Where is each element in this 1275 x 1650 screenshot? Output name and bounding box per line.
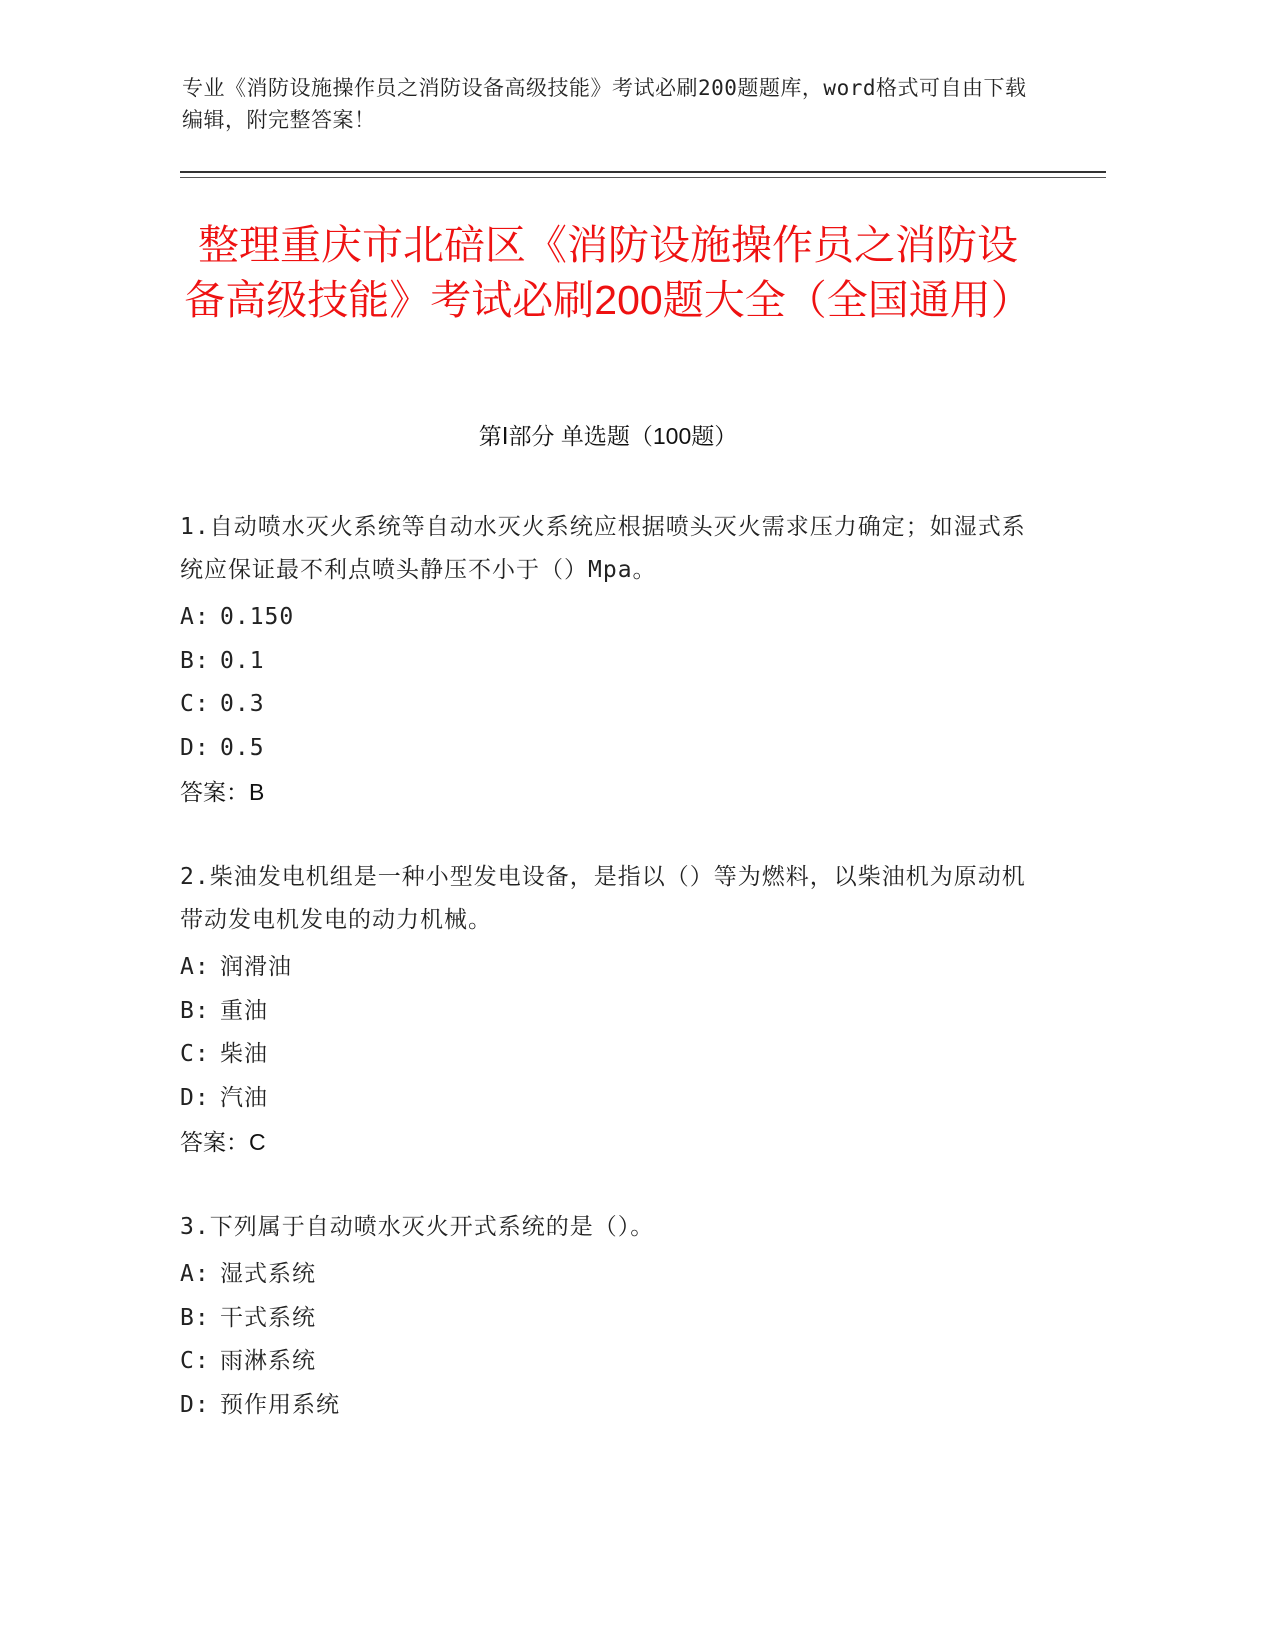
option-text: 0.1	[220, 647, 265, 674]
option-key: D:	[180, 1084, 210, 1111]
question-list	[180, 506, 1030, 1469]
option-text: 润滑油	[220, 954, 292, 980]
answer: 答案：C	[180, 1129, 266, 1155]
question-1	[180, 506, 1030, 814]
option-text: 0.150	[220, 604, 295, 630]
option-a	[180, 946, 1030, 990]
header-divider-thin	[180, 177, 1106, 178]
option-key: B:	[180, 647, 210, 674]
option-d	[180, 1384, 1030, 1428]
option-key: D:	[180, 1391, 210, 1418]
option-text: 湿式系统	[220, 1261, 316, 1287]
option-b	[180, 990, 1030, 1034]
question-stem: 1.自动喷水灭火系统等自动水灭火系统应根据喷头灭火需求压力确定；如湿式系统应保证最不利点喷头静压不小于（）Mpa。	[180, 514, 1026, 583]
option-a	[180, 596, 1030, 640]
option-text: 干式系统	[220, 1304, 316, 1331]
option-c	[180, 683, 1030, 727]
question-stem: 3.下列属于自动喷水灭火开式系统的是（）。	[180, 1214, 655, 1240]
option-text: 汽油	[220, 1084, 268, 1111]
option-key: B:	[180, 997, 210, 1024]
question-3	[180, 1206, 1030, 1427]
option-b	[180, 640, 1030, 684]
option-text: 0.3	[220, 691, 265, 717]
option-text: 重油	[220, 997, 268, 1024]
option-key: C:	[180, 1348, 210, 1374]
option-c	[180, 1340, 1030, 1384]
section-title: 第Ⅰ部分 单选题（100题）	[478, 423, 738, 449]
option-text: 柴油	[220, 1041, 268, 1067]
question-stem: 2.柴油发电机组是一种小型发电设备，是指以（）等为燃料，以柴油机为原动机带动发电机发电的动力机械。	[180, 864, 1026, 933]
option-key: D:	[180, 734, 210, 761]
option-c	[180, 1033, 1030, 1077]
question-2	[180, 856, 1030, 1164]
option-text: 0.5	[220, 734, 265, 761]
option-key: A:	[180, 1261, 210, 1287]
header-note: 专业《消防设施操作员之消防设备高级技能》考试必刷200题题库，word格式可自由下载编辑，附完整答案！	[182, 76, 1027, 132]
option-d	[180, 1077, 1030, 1121]
option-d	[180, 727, 1030, 771]
option-a	[180, 1253, 1030, 1297]
option-key: B:	[180, 1304, 210, 1331]
option-text: 预作用系统	[220, 1391, 340, 1418]
header-divider-thick	[180, 171, 1106, 173]
option-key: C:	[180, 1041, 210, 1067]
option-key: A:	[180, 954, 210, 980]
option-key: C:	[180, 691, 210, 717]
option-text: 雨淋系统	[220, 1348, 316, 1374]
document-title: 整理重庆市北碚区《消防设施操作员之消防设备高级技能》考试必刷200题大全（全国通用）	[184, 222, 1032, 323]
answer: 答案：B	[180, 779, 265, 805]
option-key: A:	[180, 604, 210, 630]
option-b	[180, 1297, 1030, 1341]
